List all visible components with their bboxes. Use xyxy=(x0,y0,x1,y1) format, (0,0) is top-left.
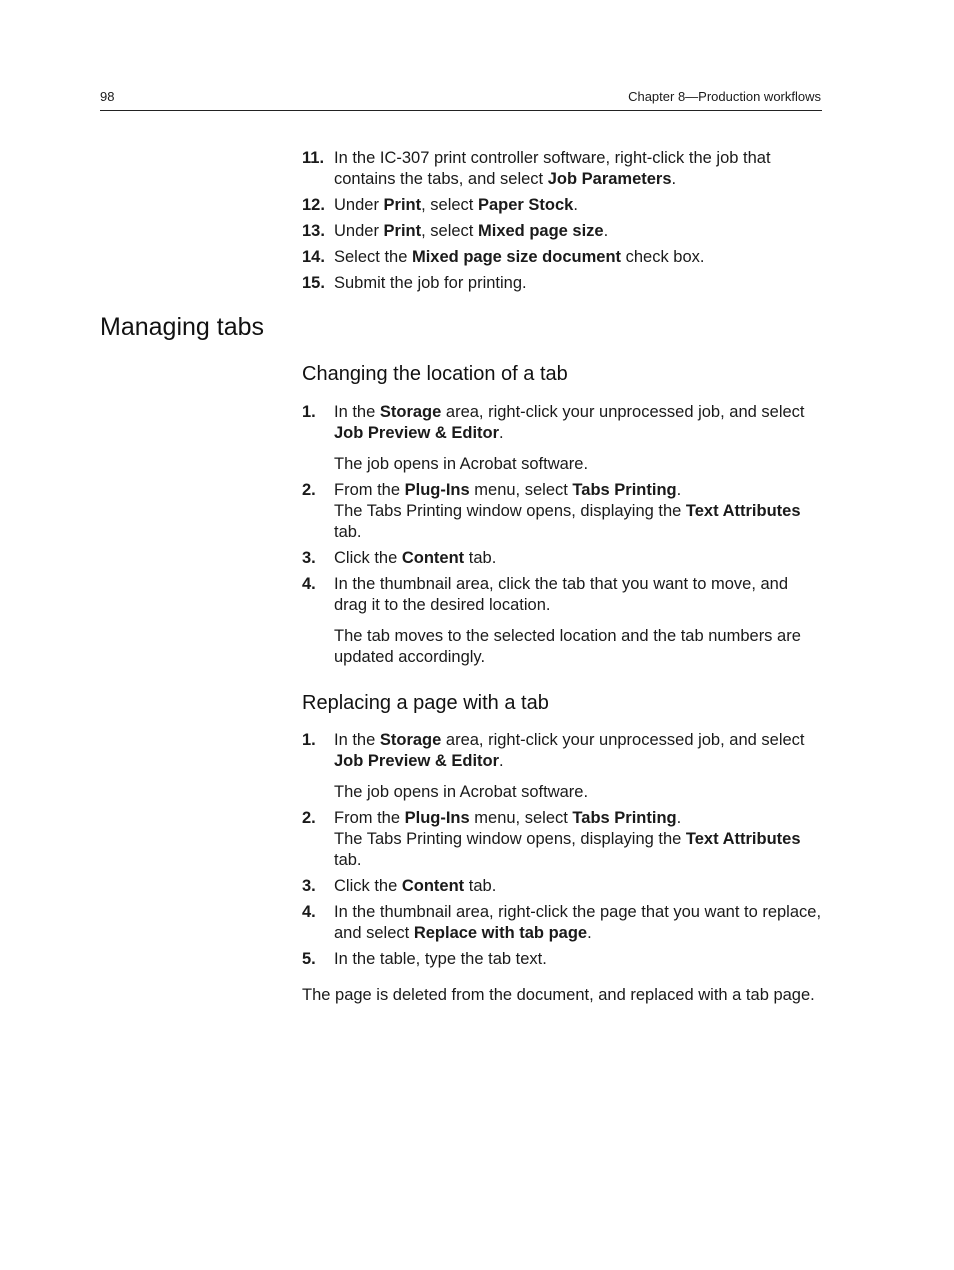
step-text: . xyxy=(573,196,578,214)
step-body xyxy=(334,480,824,543)
step-body xyxy=(334,247,824,268)
step-body xyxy=(334,574,824,616)
step-number: 4. xyxy=(302,575,316,593)
step-text: From the xyxy=(334,481,405,499)
step-body xyxy=(334,808,824,871)
step-item xyxy=(302,148,824,190)
step-text: . xyxy=(676,809,682,827)
subsection-title: Changing the location of a tab xyxy=(302,363,568,385)
page-header xyxy=(100,88,822,111)
step-item xyxy=(302,808,824,871)
step-item xyxy=(302,221,824,242)
steps-continued xyxy=(302,148,824,294)
step-text: tab. xyxy=(464,549,497,567)
ui-term: Storage xyxy=(379,731,442,749)
step-text: . xyxy=(499,424,504,442)
ui-term: Replace with tab page xyxy=(413,924,588,942)
section-title: Managing tabs xyxy=(100,313,265,341)
step-body xyxy=(334,148,824,190)
step-note: The job opens in Acrobat software. xyxy=(334,455,589,473)
step-number: 13. xyxy=(302,222,325,240)
step-text: The Tabs Printing window opens, displaying the xyxy=(334,830,686,848)
ui-term: Text Attributes xyxy=(685,830,801,848)
step-list-top xyxy=(302,148,824,294)
step-text: The Tabs Printing window opens, displaying the xyxy=(334,502,686,520)
step-list xyxy=(302,730,824,970)
step-note: The tab moves to the selected location and the tab numbers are updated accordingly. xyxy=(334,627,801,666)
step-text: , select xyxy=(421,222,478,240)
step-item xyxy=(302,949,824,970)
step-text: . xyxy=(499,752,504,770)
step-text: Submit the job for printing. xyxy=(334,274,527,292)
step-text: area, right-click your unprocessed job, and select xyxy=(441,731,805,749)
step-number: 4. xyxy=(302,903,316,921)
step-text: In the xyxy=(334,403,380,421)
step-text: In the IC-307 print controller software, right-click the job that contains the tabs, and select xyxy=(334,149,771,188)
ui-term: Print xyxy=(383,222,422,240)
step-text: . xyxy=(603,222,609,240)
step-text: In the thumbnail area, right-click the page that you want to replace, and select xyxy=(334,903,822,942)
ui-term: Job Parameters xyxy=(547,170,672,188)
step-number: 2. xyxy=(302,481,316,499)
ui-term: Content xyxy=(401,549,465,567)
change-location-section xyxy=(302,363,824,668)
ui-term: Tabs Printing xyxy=(572,481,677,499)
ui-term: Paper Stock xyxy=(477,196,574,214)
step-item xyxy=(302,730,824,803)
step-number: 2. xyxy=(302,809,316,827)
step-text: check box. xyxy=(621,248,705,266)
step-body xyxy=(334,548,824,569)
ui-term: Tabs Printing xyxy=(572,809,677,827)
ui-term: Job Preview & Editor xyxy=(334,424,500,442)
ui-term: Content xyxy=(401,877,465,895)
step-text: , select xyxy=(421,196,478,214)
step-body xyxy=(334,730,824,772)
step-number: 15. xyxy=(302,274,325,292)
step-text: In the table, type the tab text. xyxy=(334,950,547,968)
ui-term: Job Preview & Editor xyxy=(334,752,500,770)
step-item xyxy=(302,574,824,668)
step-note: The job opens in Acrobat software. xyxy=(334,783,589,801)
step-text: area, right-click your unprocessed job, and select xyxy=(441,403,805,421)
step-body xyxy=(334,402,824,444)
step-item xyxy=(302,480,824,543)
step-text: Click the xyxy=(334,877,402,895)
ui-term: Plug-Ins xyxy=(404,481,470,499)
page-number: 98 xyxy=(100,89,115,104)
step-text: tab. xyxy=(334,851,362,869)
step-text: Under xyxy=(334,196,384,214)
step-text: . xyxy=(587,924,592,942)
step-item xyxy=(302,273,824,294)
step-text: menu, select xyxy=(469,481,573,499)
ui-term: Storage xyxy=(379,403,442,421)
step-number: 1. xyxy=(302,403,316,421)
step-text: Under xyxy=(334,222,384,240)
step-text: menu, select xyxy=(469,809,573,827)
ui-term: Mixed page size xyxy=(477,222,604,240)
step-item xyxy=(302,402,824,475)
step-body xyxy=(334,876,824,897)
step-text: Select the xyxy=(334,248,412,266)
step-text: In the xyxy=(334,731,380,749)
step-number: 3. xyxy=(302,877,316,895)
ui-term: Print xyxy=(383,196,422,214)
step-item xyxy=(302,902,824,944)
chapter-title: Chapter 8—Production workflows xyxy=(628,89,821,104)
step-body xyxy=(334,949,824,970)
subsection-title: Replacing a page with a tab xyxy=(302,692,549,714)
step-number: 1. xyxy=(302,731,316,749)
step-item xyxy=(302,876,824,897)
step-body xyxy=(334,221,824,242)
step-number: 3. xyxy=(302,549,316,567)
ui-term: Mixed page size document xyxy=(411,248,622,266)
step-number: 5. xyxy=(302,950,316,968)
step-text: In the thumbnail area, click the tab that you want to move, and drag it to the desired location. xyxy=(334,575,789,614)
step-body xyxy=(334,195,824,216)
step-number: 14. xyxy=(302,248,325,266)
step-text: . xyxy=(671,170,677,188)
result-paragraph: The page is deleted from the document, and replaced with a tab page. xyxy=(302,986,815,1004)
step-item xyxy=(302,548,824,569)
step-item xyxy=(302,247,824,268)
step-body xyxy=(334,273,824,294)
step-text: Click the xyxy=(334,549,402,567)
step-text: tab. xyxy=(334,523,362,541)
step-text: tab. xyxy=(464,877,497,895)
step-item xyxy=(302,195,824,216)
step-number: 12. xyxy=(302,196,325,214)
replace-page-section xyxy=(302,692,824,1006)
step-body xyxy=(334,902,824,944)
step-text: From the xyxy=(334,809,405,827)
step-number: 11. xyxy=(302,149,325,167)
step-list xyxy=(302,402,824,668)
ui-term: Plug-Ins xyxy=(404,809,470,827)
ui-term: Text Attributes xyxy=(685,502,801,520)
step-text: . xyxy=(676,481,682,499)
